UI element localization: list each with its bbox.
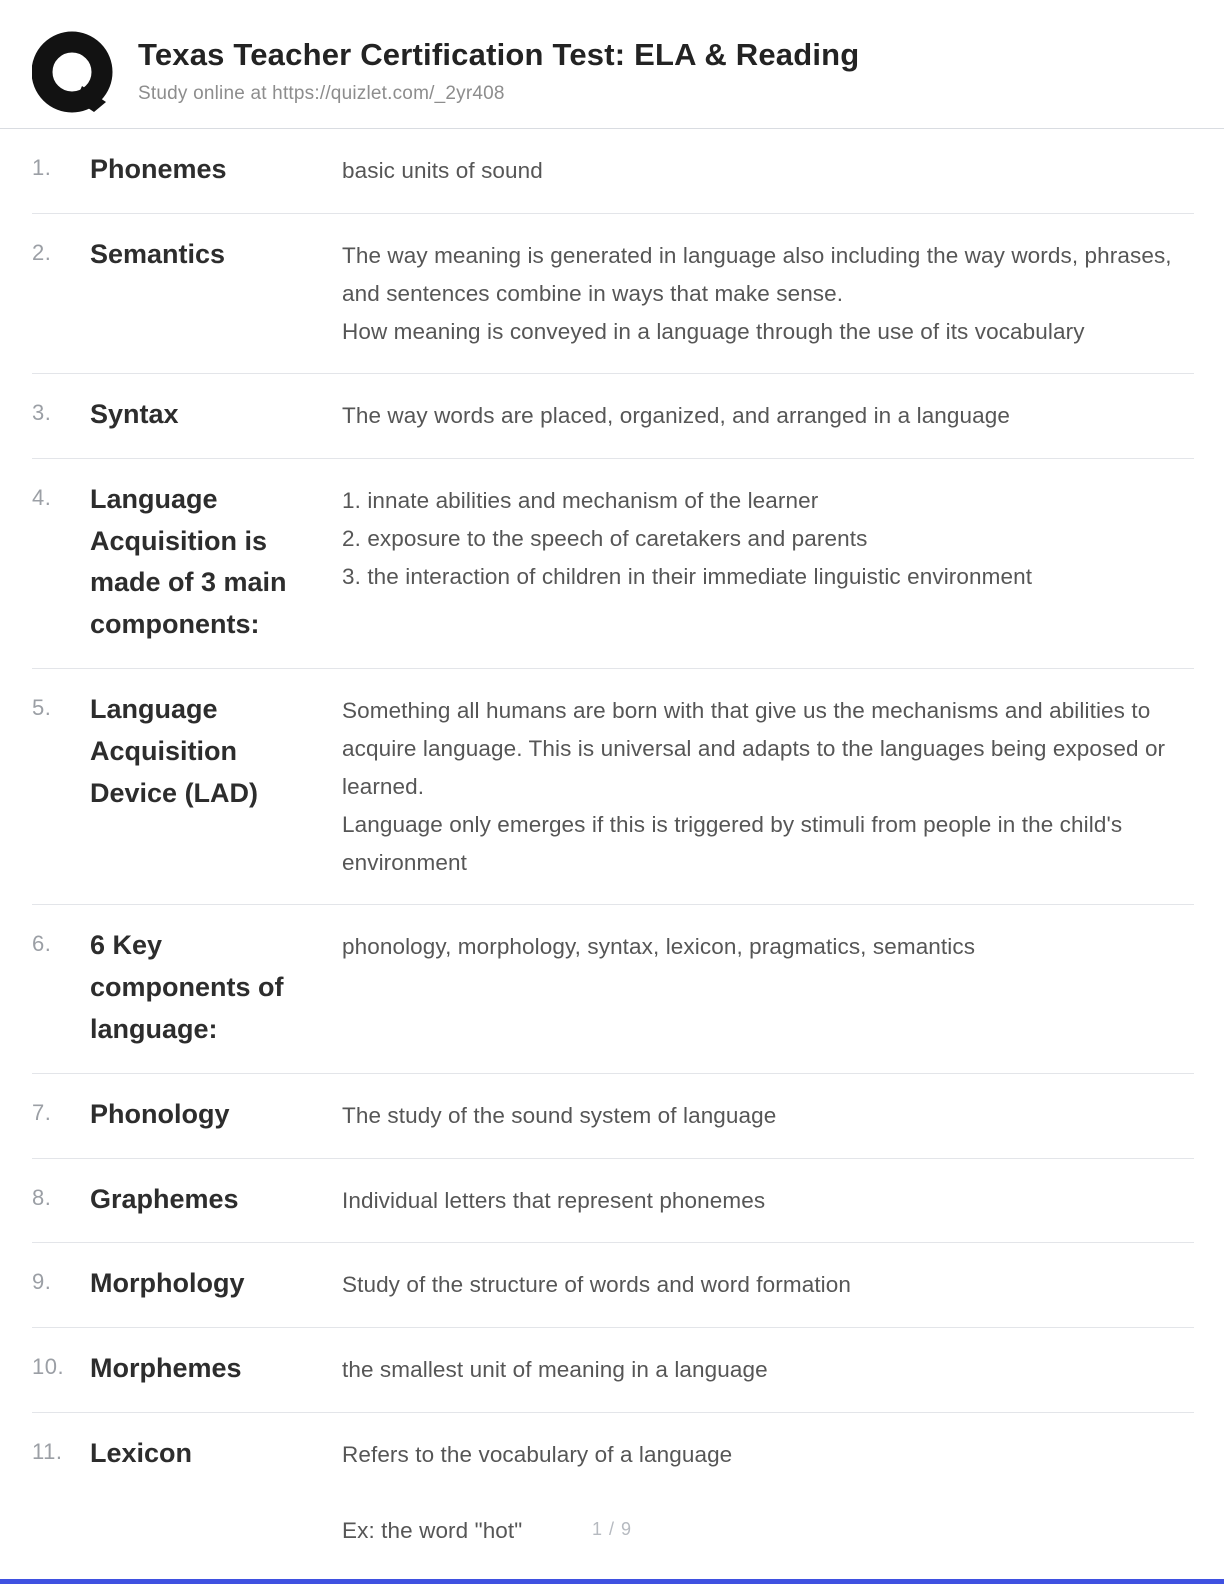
card-row xyxy=(32,129,1194,214)
definition-paragraph: Study of the structure of words and word formation xyxy=(342,1272,851,1298)
card-definition xyxy=(342,1179,1194,1220)
page-header xyxy=(0,0,1224,129)
card-definition xyxy=(342,149,1194,190)
card-number: 1. xyxy=(32,155,52,180)
card-definition xyxy=(342,1263,1194,1304)
card-definition xyxy=(342,1348,1194,1389)
card-term: Phonology xyxy=(90,1098,230,1129)
card-term: Morphemes xyxy=(90,1353,242,1384)
bottom-accent-bar xyxy=(0,1579,1224,1584)
card-number: 4. xyxy=(32,484,52,510)
definition-paragraph: 3. the interaction of children in their immediate linguistic environment xyxy=(342,563,1033,589)
definition-paragraph: basic units of sound xyxy=(342,158,543,183)
card-number: 10. xyxy=(32,1354,65,1380)
card-number: 3. xyxy=(32,399,52,425)
card-row xyxy=(32,1413,1194,1572)
definition-paragraph: Something all humans are born with that give us the mechanisms and abilities to acquire language. This is universal and adapts to the languages being exposed or learned. xyxy=(342,698,1166,800)
definition-paragraph: How meaning is conveyed in a language through the use of its vocabulary xyxy=(342,318,1085,344)
card-term: Semantics xyxy=(90,238,226,269)
definition-paragraph: the smallest unit of meaning in a language xyxy=(342,1357,768,1383)
card-definition xyxy=(342,689,1194,882)
card-row xyxy=(32,1159,1194,1244)
card-number: 2. xyxy=(32,239,52,265)
card-number: 5. xyxy=(32,695,52,721)
card-row xyxy=(32,669,1194,905)
card-definition xyxy=(342,925,1194,966)
definition-paragraph: The study of the sound system of language xyxy=(342,1102,777,1128)
definition-paragraph: The way words are placed, organized, and arranged in a language xyxy=(342,402,1010,428)
card-term: Phonemes xyxy=(90,154,227,184)
definition-paragraph: Individual letters that represent phonemes xyxy=(342,1187,766,1213)
header-text-block xyxy=(138,30,859,105)
quizlet-logo-icon xyxy=(32,30,116,114)
card-number: 11. xyxy=(32,1439,63,1465)
page-title: Texas Teacher Certification Test: ELA & Reading xyxy=(138,37,860,72)
card-term: 6 Key components of language: xyxy=(90,930,284,1044)
definition-paragraph: The way meaning is generated in language also including the way words, phrases, and sentences combine in ways that make sense. xyxy=(342,242,1172,306)
card-term: Graphemes xyxy=(90,1183,239,1214)
definition-paragraph: phonology, morphology, syntax, lexicon, pragmatics, semantics xyxy=(342,934,976,960)
definition-paragraph: 2. exposure to the speech of caretakers and parents xyxy=(342,525,868,551)
card-row xyxy=(32,1328,1194,1413)
study-online-url: Study online at https://quizlet.com/_2yr408 xyxy=(138,83,505,105)
card-definition xyxy=(342,479,1194,596)
definition-paragraph: Language only emerges if this is triggered by stimuli from people in the child's environment xyxy=(342,812,1123,876)
page-indicator: 1 / 9 xyxy=(591,1519,633,1539)
card-row xyxy=(32,905,1194,1074)
card-number: 7. xyxy=(32,1099,52,1125)
card-term: Language Acquisition Device (LAD) xyxy=(90,694,259,808)
card-row xyxy=(32,214,1194,374)
card-number: 6. xyxy=(32,931,52,957)
card-term: Syntax xyxy=(90,398,179,429)
card-row xyxy=(32,1243,1194,1328)
card-row xyxy=(32,459,1194,669)
card-term: Lexicon xyxy=(90,1438,193,1469)
card-definition xyxy=(342,394,1194,435)
definition-paragraph: 1. innate abilities and mechanism of the learner xyxy=(342,487,819,513)
card-definition xyxy=(342,1094,1194,1135)
card-term: Morphology xyxy=(90,1268,245,1299)
card-term: Language Acquisition is made of 3 main components: xyxy=(90,483,287,640)
card-row xyxy=(32,1074,1194,1159)
definition-paragraph: Refers to the vocabulary of a language xyxy=(342,1442,733,1468)
card-definition xyxy=(342,234,1194,351)
card-number: 8. xyxy=(32,1184,52,1210)
card-number: 9. xyxy=(32,1269,52,1295)
definition-paragraph: Ex: the word "hot" xyxy=(342,1518,523,1544)
card-row xyxy=(32,374,1194,459)
definition-paragraph xyxy=(342,1474,1194,1512)
card-list xyxy=(32,129,1194,1572)
